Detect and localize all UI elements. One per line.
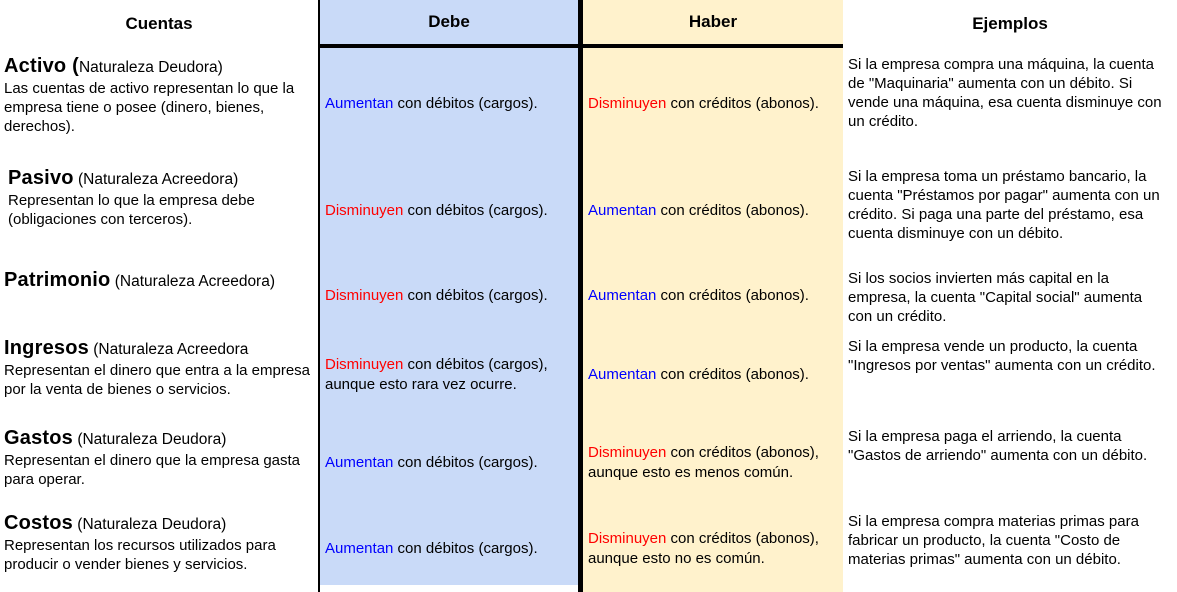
account-cell-costos — [0, 505, 318, 592]
debe-text — [325, 539, 538, 559]
debe-keyword: Disminuyen — [325, 202, 404, 219]
example-text: Si los socios invierten más capital en la empresa, la cuenta "Capital social" aumenta con un crédito. — [848, 270, 1143, 325]
haber-cell — [578, 160, 843, 262]
haber-rest: con créditos (abonos), aunque esto no es común. — [588, 529, 819, 567]
column-header-ejemplos-label: Ejemplos — [972, 14, 1048, 33]
account-cell-ingresos — [0, 330, 318, 420]
account-cell-activo — [0, 48, 318, 160]
example-cell — [843, 505, 1177, 592]
example-cell — [843, 48, 1177, 160]
account-title-line — [4, 53, 312, 79]
account-description: Representan lo que la empresa debe (obligaciones con terceros). — [8, 192, 255, 228]
debe-cell — [318, 420, 578, 505]
haber-text — [588, 365, 809, 385]
debe-text — [325, 201, 548, 221]
haber-text — [588, 286, 809, 306]
debe-text — [325, 355, 572, 395]
column-header-cuentas-label: Cuentas — [125, 14, 193, 33]
account-title: Costos — [4, 512, 73, 534]
haber-cell — [578, 330, 843, 420]
account-title-line — [4, 267, 312, 293]
debe-keyword: Disminuyen — [325, 287, 404, 304]
debe-keyword: Aumentan — [325, 95, 394, 112]
debe-text — [325, 453, 538, 473]
column-header-ejemplos — [843, 0, 1177, 48]
account-title-line — [8, 165, 312, 191]
column-header-haber — [578, 0, 843, 48]
debe-cell — [318, 330, 578, 420]
debe-rest: con débitos (cargos), aunque esto rara vez ocurre. — [325, 356, 548, 393]
debe-cell — [318, 505, 578, 592]
example-cell — [843, 420, 1177, 505]
account-nature: (Naturaleza Deudora) — [72, 516, 227, 533]
account-description: Representan los recursos utilizados para producir o vender bienes y servicios. — [4, 537, 276, 573]
haber-text — [588, 201, 809, 221]
haber-cell — [578, 262, 843, 330]
example-text: Si la empresa toma un préstamo bancario, la cuenta "Préstamos por pagar" aumenta con un crédito. Si paga una parte del préstamo, esa cuenta disminuye con un débito. — [848, 168, 1160, 242]
debe-cell — [318, 160, 578, 262]
account-cell-pasivo — [0, 160, 318, 262]
debe-rest: con débitos (cargos). — [393, 95, 538, 112]
haber-cell — [578, 505, 843, 592]
haber-keyword: Disminuyen — [588, 529, 667, 547]
haber-text — [588, 94, 819, 114]
example-text: Si la empresa compra materias primas para fabricar un producto, la cuenta "Costo de materias primas" aumenta con un débito. — [848, 513, 1139, 568]
debe-text — [325, 94, 538, 114]
column-header-haber-label: Haber — [688, 12, 738, 31]
example-text: Si la empresa compra una máquina, la cuenta de "Maquinaria" aumenta con un débito. Si vende una máquina, esa cuenta disminuye con un crédito. — [848, 56, 1162, 130]
account-title: Activo ( — [4, 55, 79, 77]
example-cell — [843, 262, 1177, 330]
account-title: Patrimonio — [4, 269, 111, 291]
example-cell — [843, 160, 1177, 262]
debe-cell — [318, 48, 578, 160]
account-title: Pasivo — [8, 167, 74, 189]
account-title-line — [4, 425, 312, 451]
account-title: Ingresos — [4, 337, 89, 359]
account-description: Representan el dinero que entra a la empresa por la venta de bienes o servicios. — [4, 362, 311, 398]
haber-rest: con créditos (abonos). — [656, 287, 809, 304]
account-description: Representan el dinero que la empresa gasta para operar. — [4, 452, 301, 488]
column-header-debe — [318, 0, 578, 48]
account-nature: (Naturaleza Acreedora) — [73, 171, 239, 188]
example-cell — [843, 330, 1177, 420]
account-nature: Naturaleza Deudora) — [78, 59, 223, 76]
account-cell-gastos — [0, 420, 318, 505]
haber-rest: con créditos (abonos), aunque esto es menos común. — [588, 443, 819, 481]
account-nature: (Naturaleza Acreedora) — [110, 273, 276, 290]
debe-rest: con débitos (cargos). — [393, 453, 538, 471]
haber-keyword: Aumentan — [588, 287, 657, 304]
haber-keyword: Disminuyen — [588, 443, 667, 461]
example-text: Si la empresa paga el arriendo, la cuenta "Gastos de arriendo" aumenta con un débito. — [848, 428, 1148, 464]
column-header-cuentas — [0, 0, 318, 48]
account-cell-patrimonio — [0, 262, 318, 330]
haber-rest: con créditos (abonos). — [656, 366, 809, 383]
debe-rest: con débitos (cargos). — [403, 202, 548, 219]
haber-text — [588, 529, 837, 569]
debe-rest: con débitos (cargos). — [403, 287, 548, 304]
account-title-line — [4, 335, 312, 361]
haber-keyword: Aumentan — [588, 202, 657, 219]
account-nature: (Naturaleza Deudora) — [73, 431, 227, 448]
debe-keyword: Aumentan — [325, 453, 394, 471]
debe-text — [325, 286, 548, 306]
haber-text — [588, 443, 837, 483]
debe-cell — [318, 262, 578, 330]
account-nature: (Naturaleza Acreedora — [88, 341, 249, 358]
haber-cell — [578, 48, 843, 160]
debe-keyword: Disminuyen — [325, 356, 404, 373]
haber-keyword: Disminuyen — [588, 95, 667, 112]
haber-cell — [578, 420, 843, 505]
debe-keyword: Aumentan — [325, 539, 394, 557]
haber-keyword: Aumentan — [588, 366, 657, 383]
account-description: Las cuentas de activo representan lo que la empresa tiene o posee (dinero, bienes, derechos). — [4, 80, 295, 135]
example-text: Si la empresa vende un producto, la cuenta "Ingresos por ventas" aumenta con un crédito. — [848, 338, 1156, 374]
haber-rest: con créditos (abonos). — [656, 202, 809, 219]
account-title: Gastos — [4, 427, 74, 449]
column-header-debe-label: Debe — [428, 12, 470, 31]
account-title-line — [4, 510, 312, 536]
debe-rest: con débitos (cargos). — [393, 539, 538, 557]
haber-rest: con créditos (abonos). — [666, 95, 819, 112]
